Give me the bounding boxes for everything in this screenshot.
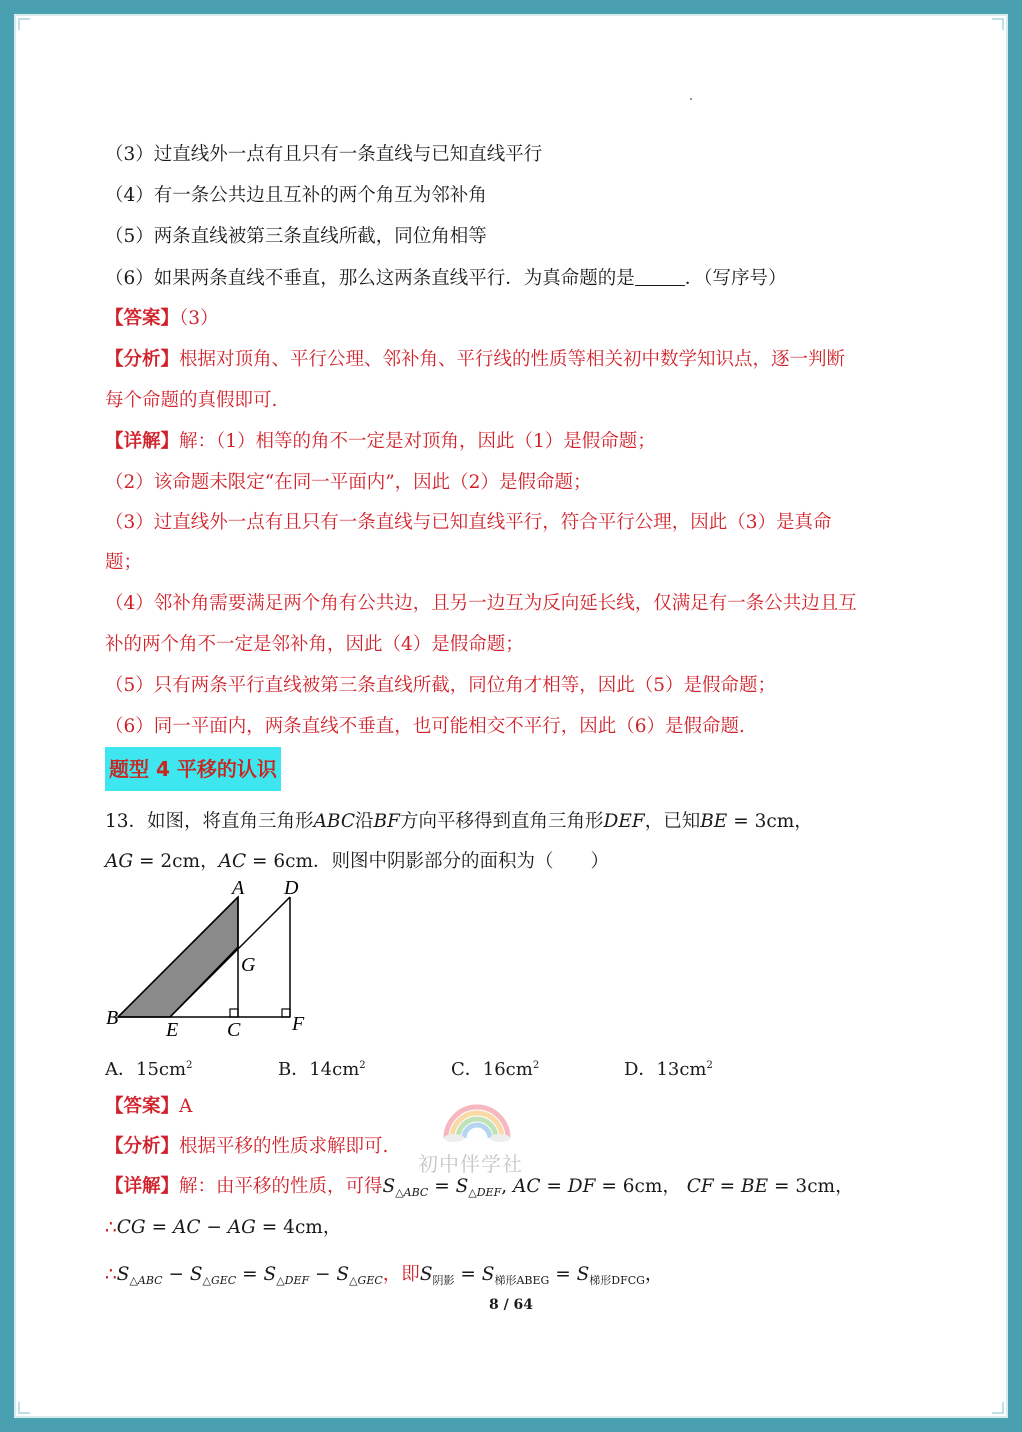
q12-analysis-cont: 每个命题的真假即可.: [105, 390, 278, 411]
corner-ornament: [18, 1402, 30, 1414]
q12-detail-6: （6）同一平面内，两条直线不垂直，也可能相交不平行，因此（6）是假命题.: [105, 716, 745, 737]
q12-detail-1: 【详解】解：（1）相等的角不一定是对顶角，因此（1）是假命题；: [105, 431, 656, 452]
q13-detail-2: ∴CG = AC − AG = 4cm，: [105, 1217, 342, 1238]
label-f: F: [292, 1013, 305, 1035]
choice-a: A．$15cm^2$: [105, 1059, 193, 1080]
q12-detail-3-cont: 题；: [105, 552, 143, 573]
section-heading: 题型 4 平移的认识: [105, 747, 281, 791]
corner-ornament: [18, 18, 30, 30]
q13-analysis: 【分析】根据平移的性质求解即可.: [105, 1136, 389, 1157]
watermark-text: 初中伴学社: [418, 1152, 523, 1176]
q12-detail-5: （5）只有两条平行直线被第三条直线所截，同位角才相等，因此（5）是假命题；: [105, 675, 777, 696]
q13-answer: 【答案】A: [105, 1096, 193, 1117]
q12-detail-4: （4）邻补角需要满足两个角有公共边，且另一边互为反向延长线，仅满足有一条公共边且互: [105, 593, 857, 614]
label-g: G: [241, 954, 256, 976]
right-angle-mark-c: [230, 1009, 238, 1017]
q12-answer: 【答案】（3）: [105, 308, 219, 329]
label-c: C: [227, 1019, 241, 1041]
corner-ornament: [992, 1402, 1004, 1414]
q13-detail-1: 【详解】解：由平移的性质，可得$S_{\triangle ABC} = S_{\triangle DEF}$, AC = DF = 6cm， CF = BE = 3cm，: [105, 1176, 854, 1199]
label-d: D: [284, 880, 299, 899]
q12-detail-3: （3）过直线外一点有且只有一条直线与已知直线平行，符合平行公理，因此（3）是真命: [105, 512, 832, 533]
choice-b: B．$14cm^2$: [278, 1059, 366, 1080]
page-number: 8 / 64: [488, 1297, 534, 1313]
q12-detail-4-cont: 补的两个角不一定是邻补角，因此（4）是假命题；: [105, 634, 524, 655]
answer-blank: [635, 267, 685, 286]
label-a: A: [232, 880, 245, 899]
q13-detail-3: $\therefore S_{\triangle ABC} - S_{\triangle GEC} = S_{\triangle DEF} - S_{\triangle GEC}$，即$S_{阴影} = S_{梯形ABEG} = S_{梯形DFCG}$，: [105, 1264, 664, 1287]
corner-ornament: [992, 18, 1004, 30]
q12-analysis: 【分析】根据对顶角、平行公理、邻补角、平行线的性质等相关初中数学知识点，逐一判断: [105, 349, 846, 370]
q13-stem-2: AG = 2cm，AC = 6cm．则图中阴影部分的面积为（ ）: [105, 851, 610, 872]
rainbow-logo: [440, 1098, 514, 1142]
label-b: B: [106, 1007, 119, 1029]
q12-statement-5: （5）两条直线被第三条直线所截，同位角相等: [105, 226, 487, 247]
choice-c: C．$16cm^2$: [451, 1059, 540, 1080]
choice-d: D．$13cm^2$: [624, 1059, 713, 1080]
q12-statement-4: （4）有一条公共边且互补的两个角互为邻补角: [105, 185, 487, 206]
translation-figure: [100, 880, 330, 1045]
label-e: E: [166, 1019, 179, 1041]
right-angle-mark-f: [282, 1009, 290, 1017]
q12-detail-2: （2）该命题未限定“在同一平面内”，因此（2）是假命题；: [105, 472, 592, 493]
speck: [690, 98, 692, 100]
q12-statement-6: （6）如果两条直线不垂直，那么这两条直线平行．为真命题的是 ．（写序号）: [105, 268, 787, 289]
q13-stem-1: 13．如图，将直角三角形ABC沿BF方向平移得到直角三角形DEF，已知BE = 3cm，: [105, 811, 813, 832]
q12-statement-3: （3）过直线外一点有且只有一条直线与已知直线平行: [105, 144, 543, 165]
